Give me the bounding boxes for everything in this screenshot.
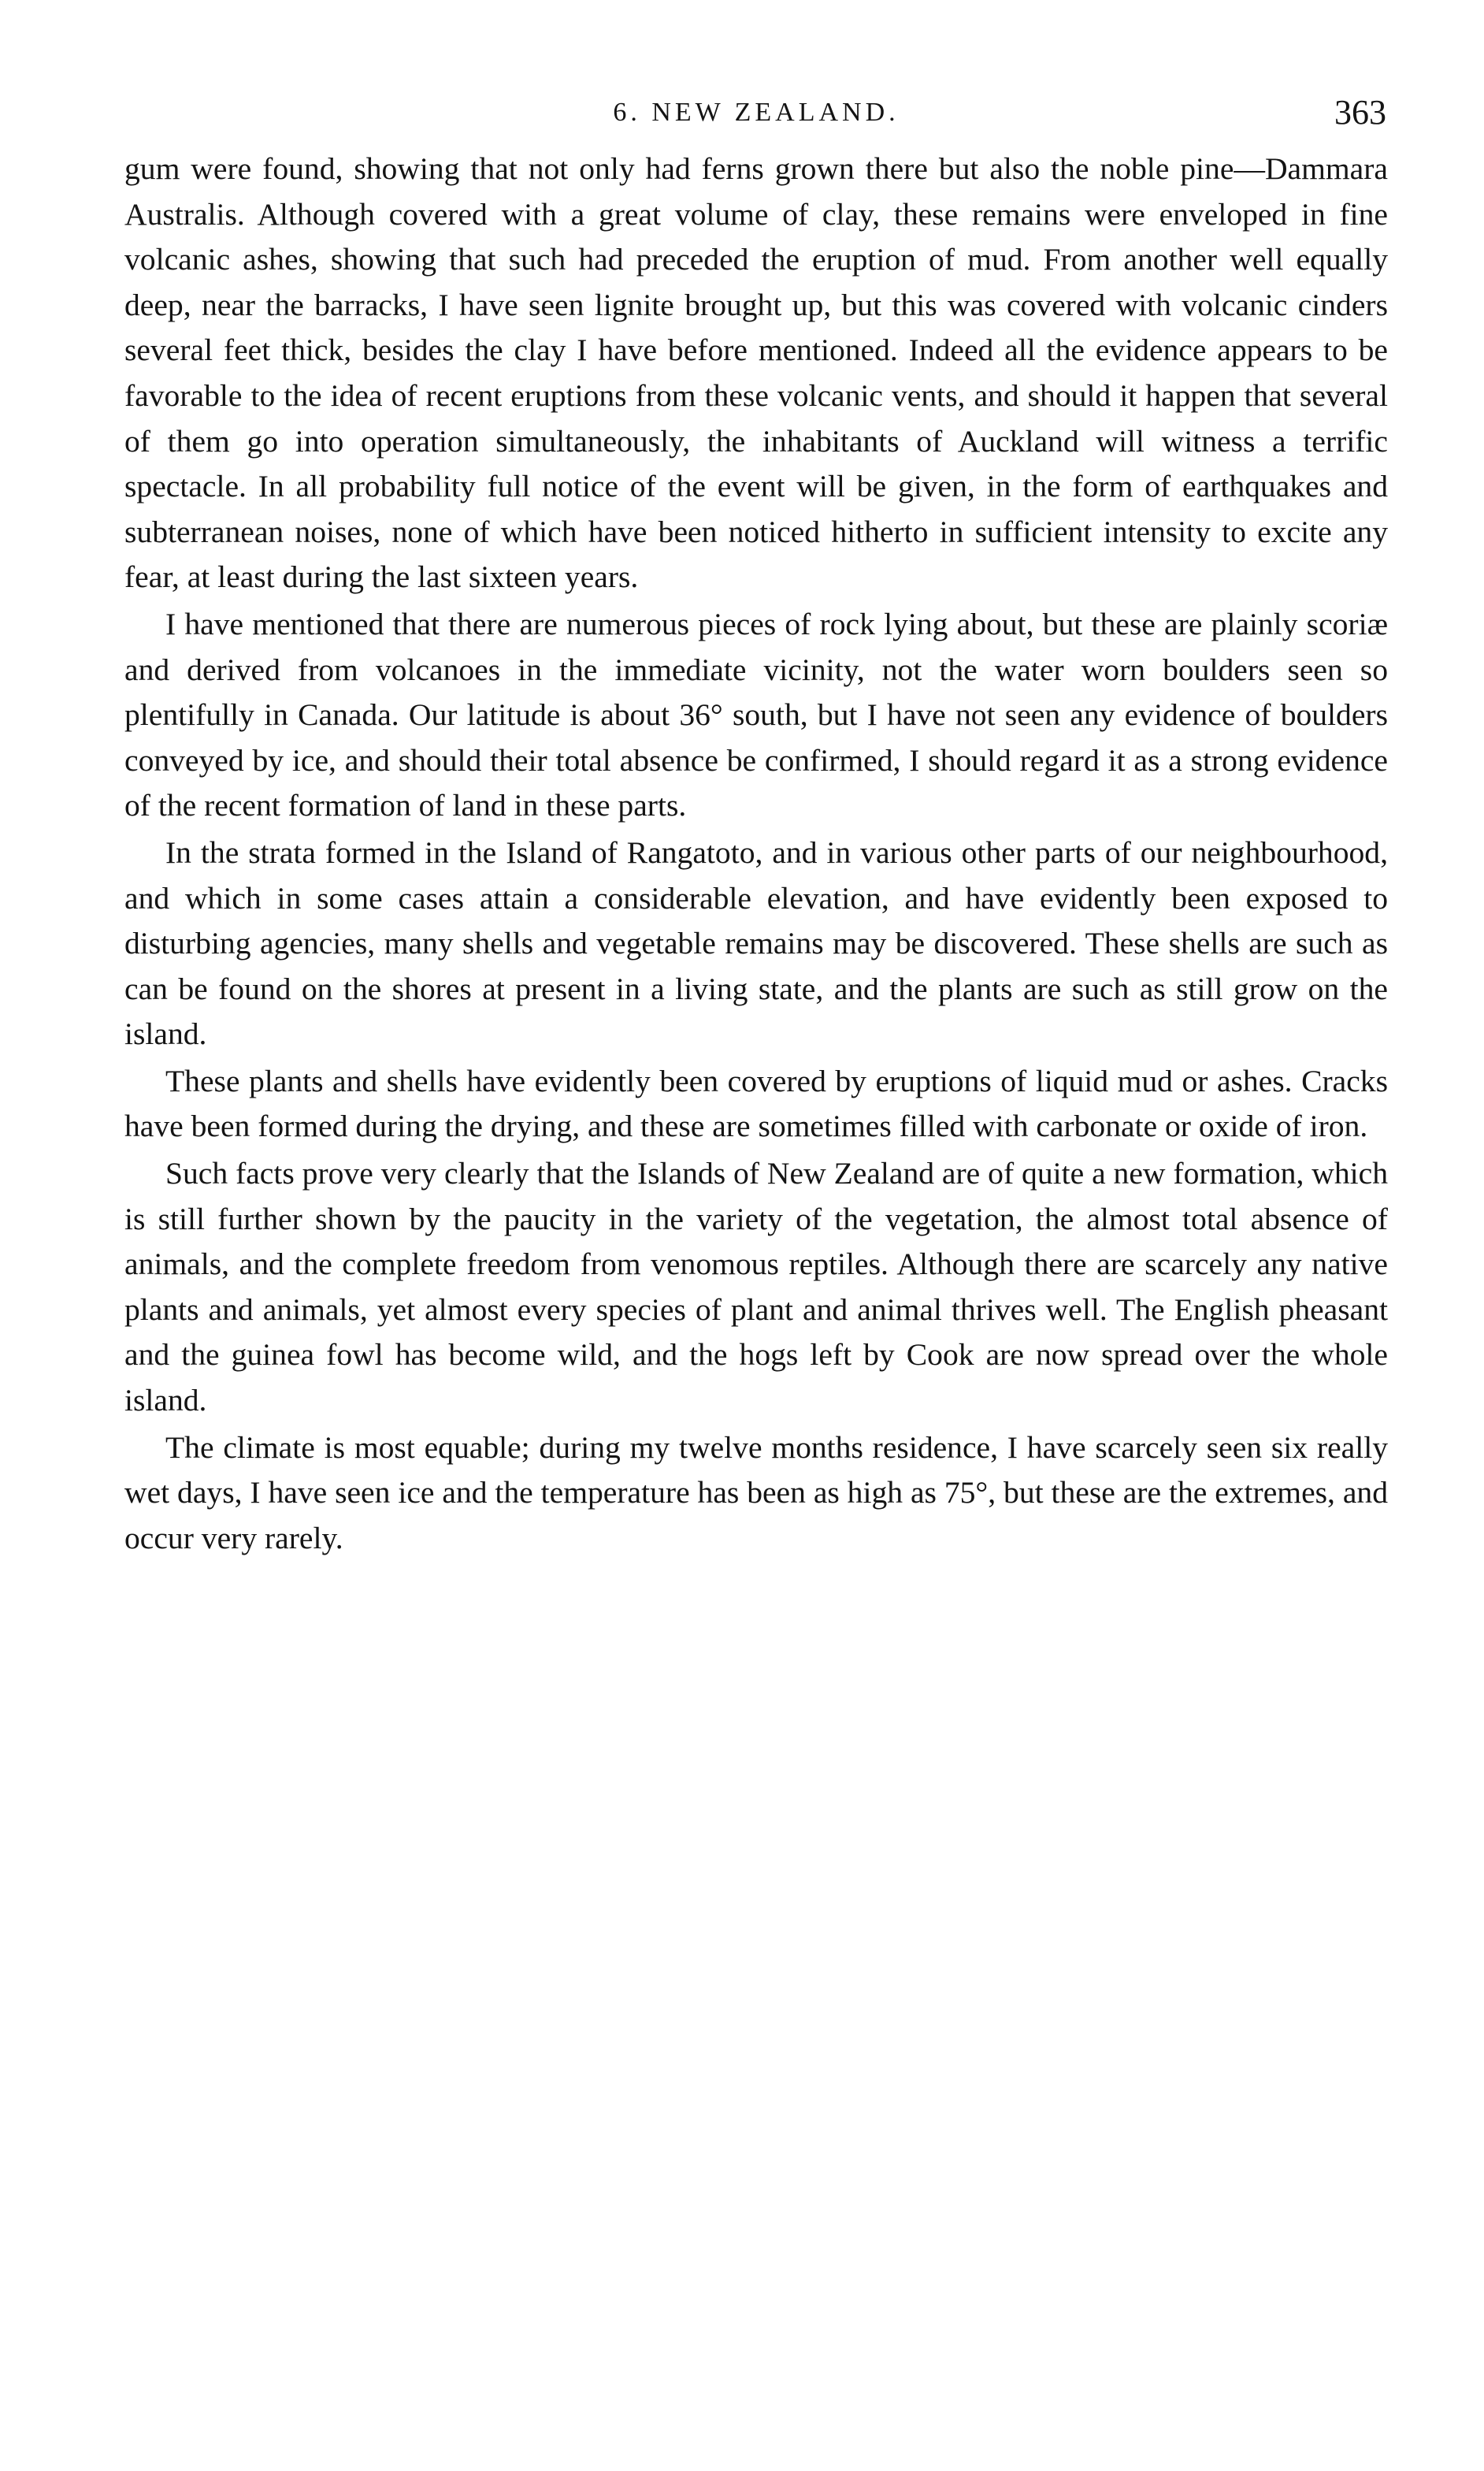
- running-title: 6. NEW ZEALAND.: [613, 98, 900, 127]
- paragraph-eruptions: These plants and shells have evidently been covered by eruptions of liquid mud or ashes. Cracks have been formed during the drying, and these are sometimes filled with carbonate or oxide of iron.: [124, 1063, 1388, 1144]
- paragraph-climate: The climate is most equable; during my twelve months residence, I have scarcely seen six really wet days, I have seen ice and the temperature has been as high as 75°, but these are the extremes, and occur very rarely.: [124, 1429, 1388, 1555]
- paragraph-continued: gum were found, showing that not only had ferns grown there but also the noble pine—Dammara Australis. Although covered with a great volume of clay, these remains were enveloped in fine volcanic ashes, showing that such had preceded the eruption of mud. From another well equally deep, near the barracks, I have seen lignite brought up, but this was covered with volcanic cinders several feet thick, besides the clay I have before mentioned. Indeed all the evidence appears to be favorable to the idea of recent eruptions from these volcanic vents, and should it happen that several of them go into operation simultaneously, the inhabitants of Auckland will witness a terrific spectacle. In all probability full notice of the event will be given, in the form of earthquakes and subterranean noises, none of which have been noticed hitherto in sufficient intensity to excite any fear, at least during the last sixteen years.: [124, 151, 1388, 595]
- running-head: [126, 85, 1386, 140]
- page-number: 363: [1334, 93, 1386, 132]
- paragraph-boulders: I have mentioned that there are numerous pieces of rock lying about, but these are plainly scoriæ and derived from volcanoes in the immediate vicinity, not the water worn boulders seen so plentifully in Canada. Our latitude is about 36° south, but I have not seen any evidence of boulders conveyed by ice, and should their total absence be confirmed, I should regard it as a strong evidence of the recent formation of land in these parts.: [124, 606, 1388, 823]
- body-text: [124, 147, 1388, 1561]
- paragraph-strata: In the strata formed in the Island of Rangatoto, and in various other parts of our neighbourhood, and which in some cases attain a considerable elevation, and have evidently been exposed to disturbing agencies, many shells and vegetable remains may be discovered. These shells are such as can be found on the shores at present in a living state, and the plants are such as still grow on the island.: [124, 834, 1388, 1052]
- paragraph-new-formation: Such facts prove very clearly that the Islands of New Zealand are of quite a new formation, which is still further shown by the paucity in the variety of the vegetation, the almost total absence of animals, and the complete freedom from venomous reptiles. Although there are scarcely any native plants and animals, yet almost every species of plant and animal thrives well. The English pheasant and the guinea fowl has become wild, and the hogs left by Cook are now spread over the whole island.: [124, 1156, 1388, 1418]
